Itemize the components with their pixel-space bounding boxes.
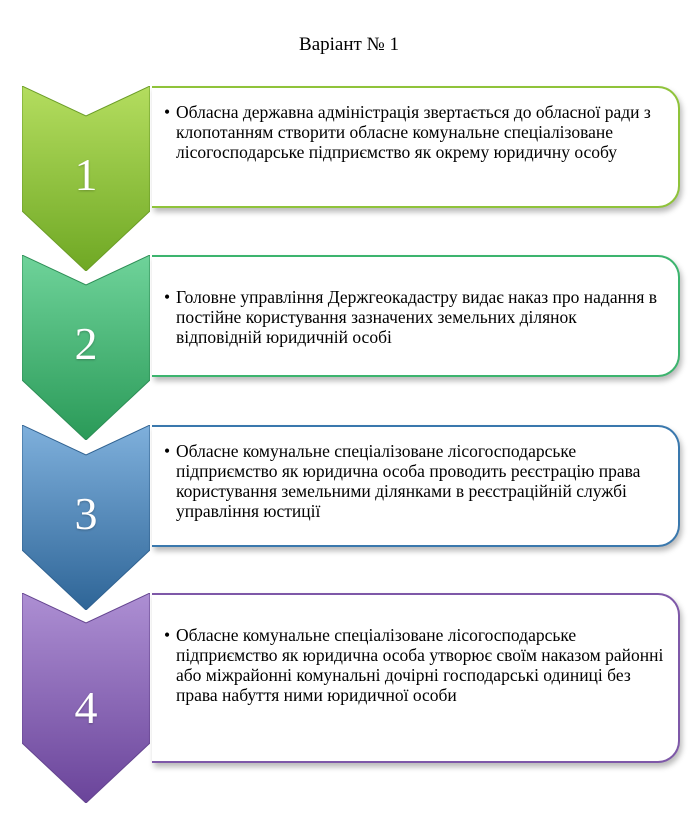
step-number-2: 2	[74, 318, 98, 369]
bullet-4: •	[164, 625, 171, 645]
step-1	[0, 86, 698, 271]
bullet-2: •	[164, 287, 171, 307]
bullet-3: •	[164, 441, 171, 461]
step-text-1: Обласна державна адміністрація звертається до обласної ради з клопотанням створити обласне комунальне спеціалізоване лісогосподарське підприємство як окрему юридичну особу	[176, 102, 651, 162]
bullet-1: •	[164, 102, 171, 122]
step-text-2: Головне управління Держгеокадастру видає наказ про надання в постійне користування зазначених земельних ділянок відповідній юридичній особі	[176, 287, 658, 347]
step-text-3: Обласне комунальне спеціалізоване лісогосподарське підприємство як юридична особа проводить реєстрацію права користування земельними ділянками в реєстраційній службі управління юстиції	[176, 441, 641, 521]
step-box-3	[152, 425, 680, 547]
step-number-4: 4	[74, 682, 98, 733]
step-box-4	[152, 593, 680, 763]
step-text-4: Обласне комунальне спеціалізоване лісогосподарське підприємство як юридична особа утворює своїм наказом районні або міжрайонні комунальні дочірні господарські одиниці без права набуття ними юридичної особи	[176, 625, 664, 705]
step-box-1	[152, 86, 680, 208]
step-3	[0, 425, 698, 610]
step-box-2	[152, 255, 680, 377]
diagram-title: Варіант № 1	[299, 34, 399, 55]
step-number-3: 3	[74, 488, 98, 539]
step-number-1: 1	[74, 149, 98, 200]
step-4	[0, 593, 698, 803]
step-2	[0, 255, 698, 440]
